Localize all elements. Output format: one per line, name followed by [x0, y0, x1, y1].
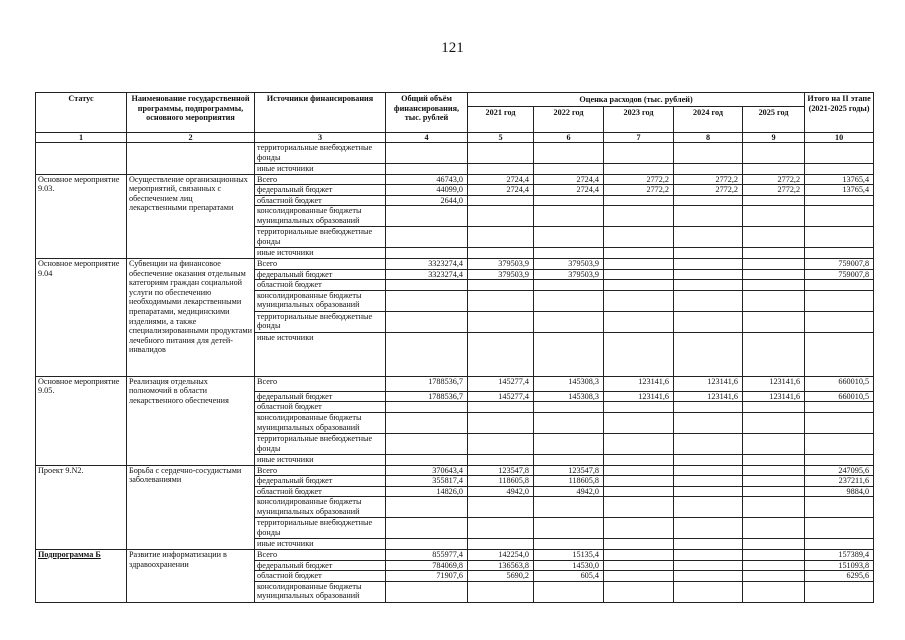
value-cell: 123141,6: [674, 376, 743, 391]
header-status: Статус: [36, 93, 127, 133]
value-cell: [674, 412, 743, 433]
value-cell: [386, 402, 468, 413]
value-cell: [604, 549, 674, 560]
value-cell: [534, 402, 604, 413]
value-cell: 6295,6: [805, 571, 874, 582]
value-cell: [805, 227, 874, 248]
source-cell: консолидированные бюджеты муниципальных образований: [255, 412, 386, 433]
table-row: [36, 143, 874, 164]
value-cell: [534, 248, 604, 259]
status-cell: [36, 258, 127, 376]
source-cell: территориальные внебюджетные фонды: [255, 433, 386, 454]
value-cell: [743, 549, 805, 560]
value-cell: [534, 581, 604, 602]
value-cell: [534, 164, 604, 175]
value-cell: [534, 332, 604, 376]
value-cell: [534, 227, 604, 248]
column-number: 10: [805, 133, 874, 143]
value-cell: [743, 143, 805, 164]
value-cell: [805, 518, 874, 539]
value-cell: [805, 311, 874, 332]
status-cell: [36, 174, 127, 258]
header-year: 2025 год: [743, 107, 805, 133]
value-cell: [674, 518, 743, 539]
value-cell: 2724,4: [534, 174, 604, 185]
value-cell: [674, 497, 743, 518]
value-cell: 13765,4: [805, 185, 874, 196]
budget-table: [35, 92, 874, 603]
value-cell: [743, 195, 805, 206]
value-cell: [674, 560, 743, 571]
value-cell: [468, 518, 534, 539]
value-cell: [386, 433, 468, 454]
value-cell: [805, 454, 874, 465]
value-cell: 151093,8: [805, 560, 874, 571]
value-cell: [743, 465, 805, 476]
source-cell: иные источники: [255, 454, 386, 465]
value-cell: 3323274,4: [386, 269, 468, 280]
value-cell: [674, 248, 743, 259]
value-cell: 44099,0: [386, 185, 468, 196]
value-cell: [674, 164, 743, 175]
value-cell: [743, 206, 805, 227]
value-cell: [743, 402, 805, 413]
header-stage-total: Итого на II этапе (2021-2025 годы): [805, 93, 874, 133]
value-cell: [604, 571, 674, 582]
value-cell: [468, 402, 534, 413]
value-cell: 2772,2: [674, 174, 743, 185]
source-cell: консолидированные бюджеты муниципальных образований: [255, 290, 386, 311]
value-cell: 784069,8: [386, 560, 468, 571]
value-cell: 2772,2: [743, 174, 805, 185]
status-text: Подпрограмма Б: [38, 549, 101, 559]
value-cell: [468, 497, 534, 518]
value-cell: [805, 402, 874, 413]
value-cell: 2724,4: [468, 185, 534, 196]
value-cell: [386, 280, 468, 291]
header-sources: Источники финансирования: [255, 93, 386, 133]
table-row: [36, 258, 874, 269]
status-text: Проект 9.N2.: [38, 465, 84, 475]
value-cell: 142254,0: [468, 549, 534, 560]
value-cell: [604, 206, 674, 227]
value-cell: [743, 290, 805, 311]
source-cell: федеральный бюджет: [255, 560, 386, 571]
value-cell: [805, 164, 874, 175]
value-cell: 379503,9: [534, 258, 604, 269]
value-cell: [534, 454, 604, 465]
value-cell: [674, 269, 743, 280]
value-cell: [604, 195, 674, 206]
value-cell: [534, 539, 604, 550]
value-cell: [674, 454, 743, 465]
value-cell: [805, 581, 874, 602]
value-cell: 145277,4: [468, 391, 534, 402]
value-cell: 379503,9: [468, 269, 534, 280]
value-cell: [386, 227, 468, 248]
source-cell: федеральный бюджет: [255, 476, 386, 487]
value-cell: [468, 164, 534, 175]
value-cell: [386, 143, 468, 164]
value-cell: [534, 195, 604, 206]
table-row: [36, 174, 874, 185]
source-cell: территориальные внебюджетные фонды: [255, 518, 386, 539]
value-cell: [468, 206, 534, 227]
value-cell: [805, 539, 874, 550]
value-cell: [743, 332, 805, 376]
value-cell: [674, 143, 743, 164]
value-cell: [534, 206, 604, 227]
value-cell: [604, 454, 674, 465]
value-cell: 2724,4: [468, 174, 534, 185]
header-year: 2022 год: [534, 107, 604, 133]
value-cell: 14530,0: [534, 560, 604, 571]
source-cell: консолидированные бюджеты муниципальных образований: [255, 581, 386, 602]
value-cell: 9884,0: [805, 486, 874, 497]
source-cell: областной бюджет: [255, 402, 386, 413]
value-cell: [743, 311, 805, 332]
value-cell: [604, 402, 674, 413]
status-text: Основное мероприятие 9.04: [38, 258, 120, 278]
value-cell: 118605,8: [534, 476, 604, 487]
value-cell: 247095,6: [805, 465, 874, 476]
value-cell: 4942,0: [534, 486, 604, 497]
value-cell: [604, 143, 674, 164]
value-cell: [604, 290, 674, 311]
value-cell: 4942,0: [468, 486, 534, 497]
value-cell: [674, 227, 743, 248]
value-cell: [604, 269, 674, 280]
value-cell: 355817,4: [386, 476, 468, 487]
source-cell: иные источники: [255, 539, 386, 550]
value-cell: 15135,4: [534, 549, 604, 560]
value-cell: [468, 433, 534, 454]
value-cell: [674, 280, 743, 291]
source-cell: Всего: [255, 549, 386, 560]
value-cell: 123141,6: [743, 391, 805, 402]
column-number: 3: [255, 133, 386, 143]
value-cell: [534, 143, 604, 164]
source-cell: Всего: [255, 174, 386, 185]
value-cell: [604, 412, 674, 433]
header-estimate: Оценка расходов (тыс. рублей): [468, 93, 805, 107]
value-cell: 123141,6: [604, 376, 674, 391]
value-cell: [674, 581, 743, 602]
value-cell: 5690,2: [468, 571, 534, 582]
header-year: 2024 год: [674, 107, 743, 133]
value-cell: [674, 465, 743, 476]
value-cell: [386, 497, 468, 518]
header-year: 2023 год: [604, 107, 674, 133]
value-cell: [386, 248, 468, 259]
value-cell: [674, 290, 743, 311]
column-number: 7: [604, 133, 674, 143]
value-cell: [805, 143, 874, 164]
value-cell: [534, 280, 604, 291]
value-cell: 145277,4: [468, 376, 534, 391]
value-cell: [386, 581, 468, 602]
value-cell: [604, 539, 674, 550]
value-cell: [468, 311, 534, 332]
table-row: [36, 376, 874, 391]
value-cell: 2644,0: [386, 195, 468, 206]
source-cell: консолидированные бюджеты муниципальных образований: [255, 497, 386, 518]
value-cell: 660010,5: [805, 376, 874, 391]
column-number: 2: [127, 133, 255, 143]
status-cell: [36, 143, 127, 175]
name-cell: Развитие информатизации в здравоохранении: [127, 549, 255, 602]
value-cell: 13765,4: [805, 174, 874, 185]
value-cell: 145308,3: [534, 391, 604, 402]
column-number: 1: [36, 133, 127, 143]
value-cell: [674, 195, 743, 206]
value-cell: [468, 581, 534, 602]
table-row: [36, 549, 874, 560]
column-number: 9: [743, 133, 805, 143]
source-cell: Всего: [255, 376, 386, 391]
value-cell: [674, 402, 743, 413]
value-cell: [534, 433, 604, 454]
status-text: Основное мероприятие 9.03.: [38, 174, 120, 194]
value-cell: [743, 248, 805, 259]
value-cell: [743, 433, 805, 454]
value-cell: [604, 258, 674, 269]
value-cell: [604, 465, 674, 476]
value-cell: [805, 497, 874, 518]
value-cell: [743, 518, 805, 539]
status-cell: [36, 549, 127, 602]
value-cell: [468, 248, 534, 259]
value-cell: [743, 454, 805, 465]
value-cell: 379503,9: [534, 269, 604, 280]
value-cell: [674, 571, 743, 582]
name-cell: [127, 143, 255, 175]
value-cell: [468, 454, 534, 465]
value-cell: [468, 539, 534, 550]
value-cell: [604, 433, 674, 454]
value-cell: [805, 290, 874, 311]
value-cell: [604, 497, 674, 518]
value-cell: [468, 195, 534, 206]
name-cell: Реализация отдельных полномочий в области лекарственного обеспечения: [127, 376, 255, 465]
value-cell: 605,4: [534, 571, 604, 582]
value-cell: [743, 486, 805, 497]
value-cell: [604, 476, 674, 487]
source-cell: Всего: [255, 258, 386, 269]
value-cell: [468, 412, 534, 433]
value-cell: [743, 412, 805, 433]
value-cell: [743, 164, 805, 175]
value-cell: [534, 497, 604, 518]
source-cell: федеральный бюджет: [255, 185, 386, 196]
value-cell: 123141,6: [743, 376, 805, 391]
column-number: 4: [386, 133, 468, 143]
column-number: 6: [534, 133, 604, 143]
status-cell: [36, 376, 127, 465]
status-text: Основное мероприятие 9.05.: [38, 376, 120, 396]
value-cell: 370643,4: [386, 465, 468, 476]
value-cell: [468, 143, 534, 164]
source-cell: федеральный бюджет: [255, 391, 386, 402]
value-cell: [805, 248, 874, 259]
header-name: Наименование государственной программы, подпрограммы, основного мероприятия: [127, 93, 255, 133]
value-cell: [468, 290, 534, 311]
value-cell: [805, 206, 874, 227]
source-cell: областной бюджет: [255, 280, 386, 291]
value-cell: [674, 433, 743, 454]
value-cell: 855977,4: [386, 549, 468, 560]
value-cell: [604, 486, 674, 497]
value-cell: [386, 539, 468, 550]
value-cell: [534, 518, 604, 539]
value-cell: [674, 258, 743, 269]
value-cell: [468, 332, 534, 376]
value-cell: [604, 581, 674, 602]
value-cell: 660010,5: [805, 391, 874, 402]
name-cell: Борьба с сердечно-сосудистыми заболеваниями: [127, 465, 255, 549]
source-cell: консолидированные бюджеты муниципальных образований: [255, 206, 386, 227]
value-cell: [805, 412, 874, 433]
value-cell: [534, 311, 604, 332]
value-cell: [386, 332, 468, 376]
value-cell: [674, 549, 743, 560]
source-cell: территориальные внебюджетные фонды: [255, 227, 386, 248]
value-cell: [805, 433, 874, 454]
value-cell: 14826,0: [386, 486, 468, 497]
source-cell: территориальные внебюджетные фонды: [255, 143, 386, 164]
source-cell: областной бюджет: [255, 486, 386, 497]
table-row: [36, 465, 874, 476]
value-cell: [604, 518, 674, 539]
value-cell: [805, 195, 874, 206]
value-cell: [386, 206, 468, 227]
source-cell: федеральный бюджет: [255, 269, 386, 280]
value-cell: [743, 258, 805, 269]
value-cell: 2772,2: [604, 174, 674, 185]
value-cell: 379503,9: [468, 258, 534, 269]
value-cell: 46743,0: [386, 174, 468, 185]
value-cell: [386, 164, 468, 175]
value-cell: [534, 412, 604, 433]
value-cell: [743, 280, 805, 291]
value-cell: [674, 539, 743, 550]
value-cell: [604, 332, 674, 376]
value-cell: [674, 311, 743, 332]
value-cell: [386, 290, 468, 311]
value-cell: [534, 290, 604, 311]
value-cell: [743, 476, 805, 487]
value-cell: 1788536,7: [386, 376, 468, 391]
value-cell: [604, 311, 674, 332]
value-cell: [743, 571, 805, 582]
source-cell: областной бюджет: [255, 571, 386, 582]
value-cell: 123547,8: [468, 465, 534, 476]
value-cell: [674, 476, 743, 487]
header-year: 2021 год: [468, 107, 534, 133]
page-number: 121: [441, 40, 464, 56]
value-cell: [386, 412, 468, 433]
status-cell: [36, 465, 127, 549]
value-cell: 1788536,7: [386, 391, 468, 402]
value-cell: [604, 560, 674, 571]
value-cell: [743, 539, 805, 550]
value-cell: [743, 497, 805, 518]
header-total: Общий объём финансирования, тыс. рублей: [386, 93, 468, 133]
value-cell: [743, 581, 805, 602]
name-cell: Осуществление организационных мероприятий, связанных с обеспечением лиц лекарственными препаратами: [127, 174, 255, 258]
source-cell: иные источники: [255, 332, 386, 376]
value-cell: 123141,6: [604, 391, 674, 402]
value-cell: 118605,8: [468, 476, 534, 487]
value-cell: 2772,2: [743, 185, 805, 196]
value-cell: 123547,8: [534, 465, 604, 476]
value-cell: 157389,4: [805, 549, 874, 560]
value-cell: [468, 280, 534, 291]
value-cell: 3323274,4: [386, 258, 468, 269]
name-cell: Субвенции на финансовое обеспечение оказания отдельным категориям граждан социальной услуги по обеспечению необходимыми лекарственными препаратами, медицинскими изделиями, а также специализированными продуктами лечебного питания для детей-инвалидов: [127, 258, 255, 376]
value-cell: [386, 311, 468, 332]
value-cell: 145308,3: [534, 376, 604, 391]
source-cell: территориальные внебюджетные фонды: [255, 311, 386, 332]
value-cell: 136563,8: [468, 560, 534, 571]
value-cell: [386, 454, 468, 465]
value-cell: [805, 280, 874, 291]
value-cell: [468, 227, 534, 248]
value-cell: [674, 206, 743, 227]
source-cell: областной бюджет: [255, 195, 386, 206]
value-cell: [604, 164, 674, 175]
source-cell: иные источники: [255, 164, 386, 175]
column-number: 8: [674, 133, 743, 143]
value-cell: [674, 486, 743, 497]
value-cell: [604, 248, 674, 259]
value-cell: [604, 227, 674, 248]
value-cell: 759007,8: [805, 258, 874, 269]
value-cell: 2724,4: [534, 185, 604, 196]
value-cell: 759007,8: [805, 269, 874, 280]
value-cell: [674, 332, 743, 376]
value-cell: [743, 269, 805, 280]
value-cell: 2772,2: [604, 185, 674, 196]
table-body: [36, 143, 874, 603]
value-cell: [604, 280, 674, 291]
value-cell: 2772,2: [674, 185, 743, 196]
source-cell: иные источники: [255, 248, 386, 259]
column-numbers-row: [36, 133, 874, 143]
value-cell: 123141,6: [674, 391, 743, 402]
value-cell: [805, 332, 874, 376]
value-cell: [743, 227, 805, 248]
source-cell: Всего: [255, 465, 386, 476]
value-cell: [743, 560, 805, 571]
value-cell: 237211,6: [805, 476, 874, 487]
column-number: 5: [468, 133, 534, 143]
value-cell: [386, 518, 468, 539]
value-cell: 71907,6: [386, 571, 468, 582]
